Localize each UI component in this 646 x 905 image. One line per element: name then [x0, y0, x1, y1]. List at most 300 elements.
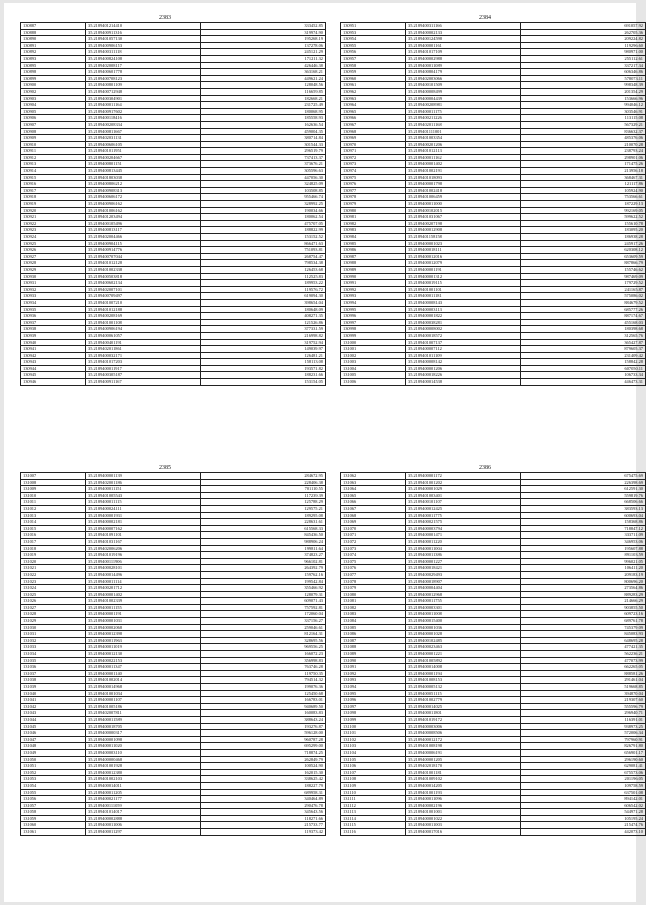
amount-cell: 606346.86 [521, 69, 646, 76]
table-row [21, 591, 326, 598]
page-number: 2384 [479, 15, 491, 21]
amount-cell: 117239.39 [201, 492, 326, 499]
id-cell: 131082 [341, 604, 406, 611]
code-cell: 35.2189400001312 [406, 273, 521, 280]
table-row [341, 207, 646, 214]
id-cell: 131015 [21, 525, 86, 532]
amount-cell: 195607.88 [521, 545, 646, 552]
table-row [21, 339, 326, 346]
table-row [341, 135, 646, 142]
id-cell: 131023 [21, 578, 86, 585]
id-cell: 130898 [21, 69, 86, 76]
table-row [341, 108, 646, 115]
code-cell: 35.2189400002888 [86, 815, 201, 822]
table-row [341, 763, 646, 770]
code-cell: 35.2189400018421 [406, 565, 521, 572]
code-cell: 35.2189400004439 [406, 95, 521, 102]
code-cell: 35.2189400024111 [86, 505, 201, 512]
code-cell: 35.2189402003066 [406, 75, 521, 82]
table-row [341, 815, 646, 822]
amount-cell: 620308.12 [521, 247, 646, 254]
id-cell: 130976 [341, 181, 406, 188]
amount-cell: 718847.12 [521, 525, 646, 532]
table-row [341, 492, 646, 499]
code-cell: 35.2189402006206 [86, 545, 201, 552]
page-block [20, 15, 323, 386]
amount-cell: 575086.02 [521, 293, 646, 300]
id-cell: 131002 [341, 352, 406, 359]
code-cell: 35.2189400029493 [406, 571, 521, 578]
amount-cell: 477421.35 [521, 644, 646, 651]
table-row [21, 148, 326, 155]
table-row [21, 121, 326, 128]
code-cell: 35.2189400011003 [406, 822, 521, 829]
amount-cell: 137278.06 [201, 42, 326, 49]
table-row [341, 339, 646, 346]
table-row [21, 585, 326, 592]
amount-cell: 637501.08 [521, 789, 646, 796]
code-cell: 35.2189400101509 [406, 82, 521, 89]
id-cell: 130936 [21, 313, 86, 320]
code-cell: 35.2189400012172 [406, 736, 521, 743]
data-table [20, 22, 326, 386]
amount-cell: 209224.82 [521, 36, 646, 43]
table-row [21, 749, 326, 756]
table-row [21, 505, 326, 512]
amount-cell: 879605.37 [521, 346, 646, 353]
table-row [21, 102, 326, 109]
code-cell: 35.2189400011096 [406, 796, 521, 803]
table-row [341, 115, 646, 122]
id-cell: 131083 [341, 611, 406, 618]
id-cell: 130966 [341, 115, 406, 122]
page-block [20, 465, 323, 836]
code-cell: 35.2189400709497 [86, 293, 201, 300]
id-cell: 130917 [21, 187, 86, 194]
amount-cell: 994046.12 [521, 102, 646, 109]
table-row [21, 29, 326, 36]
amount-cell: 888581.26 [521, 670, 646, 677]
id-cell: 130924 [21, 234, 86, 241]
id-cell: 130911 [21, 148, 86, 155]
amount-cell: 121526.86 [201, 319, 326, 326]
id-cell: 131050 [21, 756, 86, 763]
amount-cell: 301544.33 [201, 141, 326, 148]
id-cell: 131008 [21, 479, 86, 486]
id-cell: 130967 [341, 121, 406, 128]
id-cell: 130953 [341, 29, 406, 36]
amount-cell: 475707.05 [201, 220, 326, 227]
table-row [341, 479, 646, 486]
amount-cell: 155746.62 [521, 266, 646, 273]
id-cell: 131075 [341, 558, 406, 565]
amount-cell: 245917.26 [521, 240, 646, 247]
amount-cell: 695299.00 [201, 743, 326, 750]
code-cell: 35.2189400018572 [406, 332, 521, 339]
id-cell: 131100 [341, 723, 406, 730]
table-row [341, 121, 646, 128]
id-cell: 131084 [341, 618, 406, 625]
table-row [341, 532, 646, 539]
code-cell: 35.2189401001181 [406, 769, 521, 776]
table-row [341, 181, 646, 188]
id-cell: 130932 [21, 286, 86, 293]
page-block [340, 15, 643, 386]
code-cell: 35.2189400015400 [406, 618, 521, 625]
amount-cell: 891103.59 [521, 552, 646, 559]
id-cell: 131048 [21, 743, 86, 750]
code-cell: 35.2189400001140 [86, 670, 201, 677]
id-cell: 131102 [341, 736, 406, 743]
amount-cell: 798534.38 [201, 260, 326, 267]
code-cell: 35.2189400606105 [86, 141, 201, 148]
id-cell: 131020 [21, 558, 86, 565]
table-row [341, 512, 646, 519]
table-row [341, 299, 646, 306]
amount-cell: 121117.86 [521, 181, 646, 188]
code-cell: 35.2189401012188 [86, 306, 201, 313]
amount-cell: 129575.21 [201, 505, 326, 512]
table-row [341, 756, 646, 763]
id-cell: 131046 [21, 730, 86, 737]
table-row [21, 664, 326, 671]
amount-cell: 228406.38 [201, 479, 326, 486]
amount-cell: 609071.43 [201, 598, 326, 605]
table-row [341, 578, 646, 585]
amount-cell: 685777.26 [521, 306, 646, 313]
code-cell: 35.2189400111059 [86, 802, 201, 809]
table-row [341, 286, 646, 293]
table-row [341, 822, 646, 829]
code-cell: 35.2189401008153 [406, 677, 521, 684]
amount-cell: 195268.19 [201, 36, 326, 43]
id-cell: 131037 [21, 670, 86, 677]
amount-cell: 158113.08 [201, 359, 326, 366]
amount-cell: 866471.63 [201, 240, 326, 247]
amount-cell: 668506.66 [521, 499, 646, 506]
id-cell: 130912 [21, 154, 86, 161]
id-cell: 130919 [21, 201, 86, 208]
table-row [21, 644, 326, 651]
code-cell: 35.2189400801109 [86, 82, 201, 89]
code-cell: 35.2189401002779 [406, 697, 521, 704]
code-cell: 35.2189400102485 [406, 637, 521, 644]
amount-cell: 215474.76 [521, 822, 646, 829]
code-cell: 35.2189401158158 [406, 234, 521, 241]
code-cell: 35.2189400007112 [406, 346, 521, 353]
amount-cell: 612591.30 [521, 486, 646, 493]
table-row [21, 95, 326, 102]
id-cell: 130935 [21, 306, 86, 313]
amount-cell: 153666.96 [521, 95, 646, 102]
id-cell: 130982 [341, 220, 406, 227]
amount-cell: 183095.20 [521, 227, 646, 234]
code-cell: 35.2189400001206 [406, 365, 521, 372]
amount-cell: 199811.64 [201, 545, 326, 552]
code-cell: 35.2189400824108 [86, 55, 201, 62]
amount-cell: 160083.83 [201, 710, 326, 717]
amount-cell: 599622.52 [521, 214, 646, 221]
table-row [21, 703, 326, 710]
page-number: 2385 [159, 465, 171, 471]
amount-cell: 940689.50 [201, 703, 326, 710]
id-cell: 131047 [21, 736, 86, 743]
code-cell: 35.2189400011164 [86, 102, 201, 109]
table-row [21, 379, 326, 386]
amount-cell: 153152.52 [201, 234, 326, 241]
table-row [21, 227, 326, 234]
id-cell: 131026 [21, 598, 86, 605]
code-cell: 35.2189400014205 [406, 782, 521, 789]
code-cell: 35.2189400014538 [406, 379, 521, 386]
amount-cell: 619094.30 [201, 293, 326, 300]
code-cell: 35.2189400001822 [406, 313, 521, 320]
code-cell: 35.2189401003354 [406, 135, 521, 142]
code-cell: 35.2189401001001 [406, 809, 521, 816]
id-cell: 131072 [341, 538, 406, 545]
code-cell: 35.2189402011861 [86, 346, 201, 353]
id-cell: 130959 [341, 69, 406, 76]
id-cell: 131043 [21, 710, 86, 717]
amount-cell: 155610.78 [521, 220, 646, 227]
table-row [21, 492, 326, 499]
code-cell: 35.2189400904115 [86, 240, 201, 247]
id-cell: 131106 [341, 763, 406, 770]
table-row [341, 631, 646, 638]
amount-cell: 737413.37 [201, 154, 326, 161]
id-cell: 131095 [341, 690, 406, 697]
amount-cell: 356998.83 [201, 657, 326, 664]
table-row [341, 558, 646, 565]
code-cell: 35.2189401002339 [86, 598, 201, 605]
id-cell: 130940 [21, 339, 86, 346]
code-cell: 35.2189402004466 [86, 234, 201, 241]
code-cell: 35.2189400001191 [86, 611, 201, 618]
table-row [341, 273, 646, 280]
table-row [341, 313, 646, 320]
table-row [341, 95, 646, 102]
code-cell: 35.2189400001029 [406, 486, 521, 493]
id-cell: 131031 [21, 631, 86, 638]
table-row [341, 240, 646, 247]
table-row [21, 618, 326, 625]
table-row [21, 710, 326, 717]
amount-cell: 346953.06 [521, 538, 646, 545]
code-cell: 35.2189400011004 [406, 545, 521, 552]
code-cell: 35.2189401014017 [86, 809, 201, 816]
id-cell: 131041 [21, 697, 86, 704]
id-cell: 131058 [21, 809, 86, 816]
amount-cell: 226398.69 [521, 479, 646, 486]
table-row [21, 247, 326, 254]
table-row [21, 286, 326, 293]
table-row [21, 697, 326, 704]
table-row [21, 49, 326, 56]
amount-cell: 182668.21 [201, 95, 326, 102]
amount-cell: 190034.66 [201, 207, 326, 214]
code-cell: 35.2189400011220 [406, 538, 521, 545]
amount-cell: 887174.67 [521, 313, 646, 320]
amount-cell: 312565.76 [521, 332, 646, 339]
code-cell: 35.2189400707044 [86, 253, 201, 260]
table-row [21, 538, 326, 545]
table-row [341, 565, 646, 572]
table-row [341, 372, 646, 379]
table-row [21, 558, 326, 565]
code-cell: 35.2189401001034 [86, 690, 201, 697]
id-cell: 131024 [21, 585, 86, 592]
code-cell: 35.2189400012380 [86, 769, 201, 776]
amount-cell: 380714.84 [201, 135, 326, 142]
id-cell: 131064 [341, 486, 406, 493]
id-cell: 130915 [21, 174, 86, 181]
table-row [21, 499, 326, 506]
code-cell: 35.2189402011168 [406, 121, 521, 128]
amount-cell: 884679.52 [521, 299, 646, 306]
amount-cell: 241165.87 [521, 286, 646, 293]
table-row [341, 128, 646, 135]
table-row [341, 88, 646, 95]
id-cell: 131113 [341, 809, 406, 816]
code-cell: 35.2189400208981 [406, 102, 521, 109]
id-cell: 131107 [341, 769, 406, 776]
id-cell: 130988 [341, 260, 406, 267]
table-row [21, 365, 326, 372]
code-cell: 35.2189400201206 [406, 141, 521, 148]
id-cell: 130958 [341, 62, 406, 69]
table-row [21, 552, 326, 559]
amount-cell: 333452.85 [201, 23, 326, 30]
table-row [341, 604, 646, 611]
amount-cell: 189295.08 [201, 512, 326, 519]
table-row [21, 598, 326, 605]
amount-cell: 600693.04 [521, 512, 646, 519]
code-cell: 35.2189400021575 [406, 519, 521, 526]
code-cell: 35.2189400011755 [406, 598, 521, 605]
amount-cell: 446473.31 [521, 379, 646, 386]
id-cell: 131098 [341, 710, 406, 717]
code-cell: 35.2189400012016 [406, 253, 521, 260]
id-cell: 131042 [21, 703, 86, 710]
table-row [341, 352, 646, 359]
table-row [21, 624, 326, 631]
amount-cell: 757592.81 [201, 604, 326, 611]
table-row [341, 802, 646, 809]
table-row [21, 207, 326, 214]
code-cell: 35.2189400004404 [406, 585, 521, 592]
amount-cell: 153154.05 [201, 379, 326, 386]
table-row [21, 690, 326, 697]
table-row [21, 168, 326, 175]
id-cell: 130920 [21, 207, 86, 214]
id-cell: 130944 [21, 365, 86, 372]
amount-cell: 763746.28 [201, 664, 326, 671]
table-row [341, 359, 646, 366]
code-cell: 35.2189401057130 [86, 36, 201, 43]
table-row [341, 365, 646, 372]
amount-cell: 159762.16 [201, 571, 326, 578]
table-row [341, 306, 646, 313]
table-row [341, 55, 646, 62]
amount-cell: 368467.31 [521, 174, 646, 181]
id-cell: 130955 [341, 42, 406, 49]
amount-cell: 105924.90 [521, 187, 646, 194]
amount-cell: 519668.85 [521, 684, 646, 691]
code-cell: 35.2189400008143 [406, 299, 521, 306]
code-cell: 35.2189400305187 [86, 372, 201, 379]
id-cell: 130910 [21, 141, 86, 148]
id-cell: 130890 [21, 36, 86, 43]
code-cell: 35.2189401011951 [86, 148, 201, 155]
id-cell: 131066 [341, 499, 406, 506]
amount-cell: 126481.21 [201, 352, 326, 359]
id-cell: 131049 [21, 749, 86, 756]
table-row [21, 479, 326, 486]
code-cell: 35.2189400804179 [406, 69, 521, 76]
code-cell: 35.2189400011347 [86, 664, 201, 671]
amount-cell: 966102.81 [201, 558, 326, 565]
table-row [341, 326, 646, 333]
id-cell: 131014 [21, 519, 86, 526]
id-cell: 130956 [341, 49, 406, 56]
table-row [341, 505, 646, 512]
id-cell: 131028 [21, 611, 86, 618]
table-row [341, 651, 646, 658]
table-row [341, 75, 646, 82]
code-cell: 35.2189401006459 [406, 194, 521, 201]
id-cell: 131055 [21, 789, 86, 796]
table-row [21, 319, 326, 326]
code-cell: 35.2189400011155 [86, 604, 201, 611]
amount-cell: 201196.05 [521, 776, 646, 783]
table-row [21, 240, 326, 247]
id-cell: 131074 [341, 552, 406, 559]
table-row [21, 220, 326, 227]
amount-cell: 340464.89 [201, 796, 326, 803]
amount-cell: 231725.49 [201, 102, 326, 109]
code-cell: 35.2189401002103 [86, 776, 201, 783]
table-row [341, 730, 646, 737]
table-row [341, 677, 646, 684]
id-cell: 130975 [341, 174, 406, 181]
code-cell: 35.2189400014496 [86, 571, 201, 578]
id-cell: 130891 [21, 42, 86, 49]
id-cell: 131091 [341, 664, 406, 671]
code-cell: 35.2189400002181 [86, 519, 201, 526]
amount-cell: 394870.04 [521, 690, 646, 697]
id-cell: 130922 [21, 220, 86, 227]
table-row [21, 141, 326, 148]
code-cell: 35.2189400005132 [406, 684, 521, 691]
table-row [341, 571, 646, 578]
table-row [21, 266, 326, 273]
code-cell: 35.2189400011386 [406, 552, 521, 559]
amount-cell: 119373.42 [201, 829, 326, 836]
table-row [341, 161, 646, 168]
amount-cell: 992169.05 [521, 207, 646, 214]
id-cell: 131062 [341, 473, 406, 480]
amount-cell: 105195.24 [521, 815, 646, 822]
table-row [21, 604, 326, 611]
amount-cell: 188231.66 [201, 372, 326, 379]
code-cell: 35.2189400906162 [86, 201, 201, 208]
amount-cell: 615568.33 [201, 525, 326, 532]
table-row [21, 486, 326, 493]
id-cell: 131057 [21, 802, 86, 809]
code-cell: 35.2189400207198 [406, 220, 521, 227]
code-cell: 35.2189400028101 [86, 565, 201, 572]
amount-cell: 162015.30 [201, 769, 326, 776]
